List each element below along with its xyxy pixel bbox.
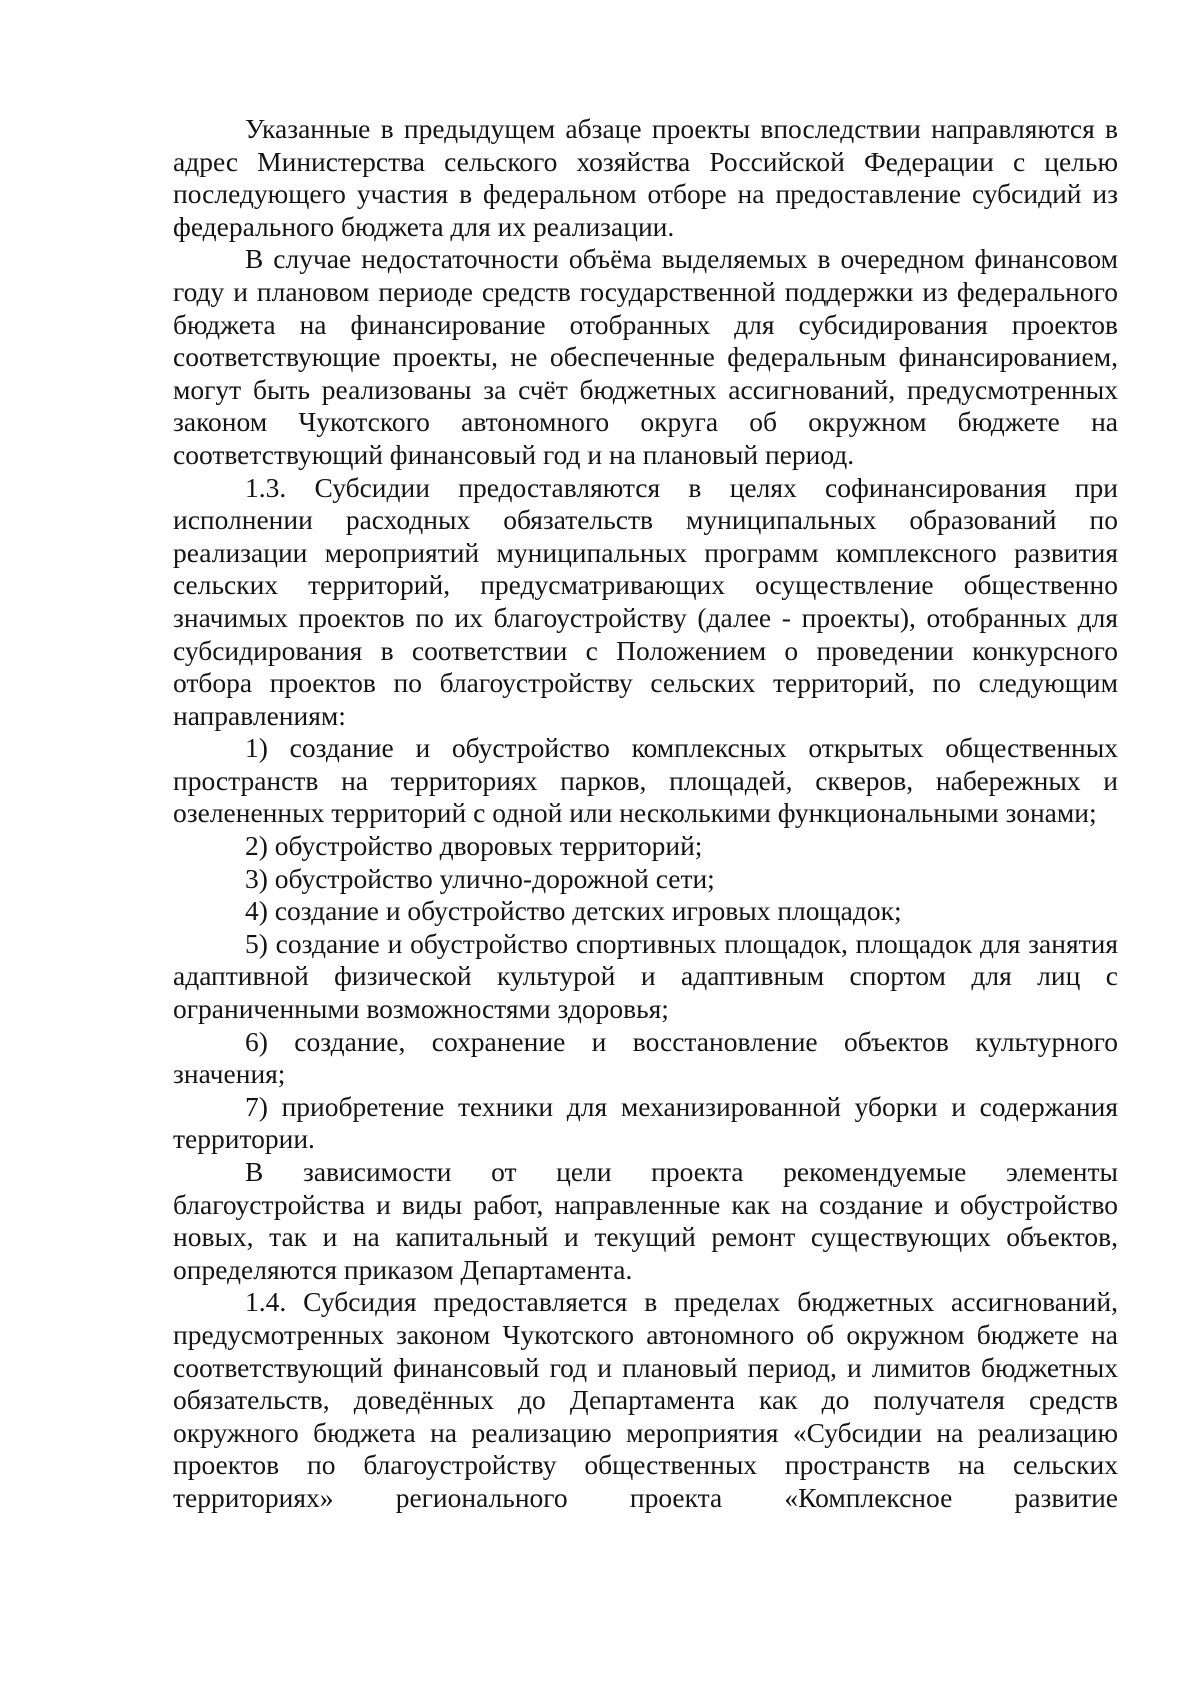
document-text xyxy=(173,113,1118,1515)
list-item-direction-3: 3) обустройство улично-дорожной сети; xyxy=(245,862,715,894)
list-item-direction-6: 6) создание, сохранение и восстановление объектов культурного значения; xyxy=(173,1025,1118,1090)
list-item-direction-1: 1) создание и обустройство комплексных открытых общественных пространств на территориях парков, площадей, скверов, набережных и озелененных территорий с одной или несколькими функциональными зонами; xyxy=(173,732,1118,829)
list-item-direction-2: 2) обустройство дворовых территорий; xyxy=(245,830,703,862)
paragraph-projects-forwarded: Указанные в предыдущем абзаце проекты впоследствии направляются в адрес Министерства сельского хозяйства Российской Федерации с целью последующего участия в федеральном отборе на предоставление субсидий из федерального бюджета для их реализации. xyxy=(173,113,1118,242)
paragraph-insufficient-funding: В случае недостаточности объёма выделяемых в очередном финансовом году и плановом периоде средств государственной поддержки из федерального бюджета на финансирование отобранных для субсидирования проектов соответствующие проекты, не обеспеченные федеральным финансированием, могут быть реализованы за счёт бюджетных ассигнований, предусмотренных законом Чукотского автономного округа об окружном бюджете на соответствующий финансовый год и на плановый период. xyxy=(173,243,1118,470)
list-item-direction-7: 7) приобретение техники для механизированной уборки и содержания территории. xyxy=(173,1090,1118,1155)
paragraph-recommended-elements: В зависимости от цели проекта рекомендуемые элементы благоустройства и виды работ, направленные как на создание и обустройство новых, так и на капитальный и текущий ремонт существующих объектов, определяются приказом Департамента. xyxy=(173,1156,1118,1285)
list-item-direction-4: 4) создание и обустройство детских игровых площадок; xyxy=(245,895,902,927)
list-item-direction-5: 5) создание и обустройство спортивных площадок, площадок для занятия адаптивной физической культурой и адаптивным спортом для лиц с ограниченными возможностями здоровья; xyxy=(173,927,1118,1025)
paragraph-clause-1-4: 1.4. Субсидия предоставляется в пределах бюджетных ассигнований, предусмотренных законом Чукотского автономного об окружном бюджете на соответствующий финансовый год и плановый период, и лимитов бюджетных обязательств, доведённых до Департамента как до получателя средств окружного бюджета на реализацию мероприятия «Субсидии на реализацию проектов по благоустройству общественных пространств на сельских территориях» регионального проекта «Комплексное развитие xyxy=(173,1286,1118,1513)
paragraph-clause-1-3: 1.3. Субсидии предоставляются в целях софинансирования при исполнении расходных обязательств муниципальных образований по реализации мероприятий муниципальных программ комплексного развития сельских территорий, предусматривающих осуществление общественно значимых проектов по их благоустройству (далее - проекты), отобранных для субсидирования в соответствии с Положением о проведении конкурсного отбора проектов по благоустройству сельских территорий, по следующим направлениям: xyxy=(173,471,1118,731)
